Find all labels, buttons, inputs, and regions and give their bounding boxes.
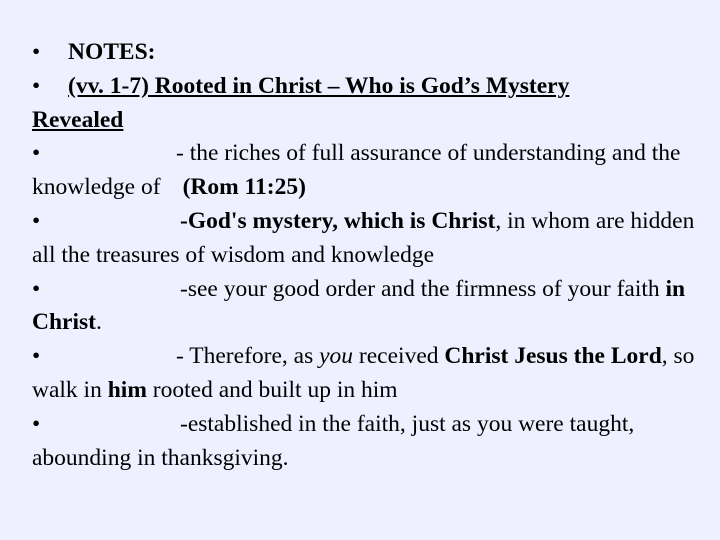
- bullet-therefore: [32, 340, 696, 408]
- mystery-lead: -God's mystery, which is Christ: [180, 207, 496, 234]
- bullet-dot: •: [32, 275, 41, 302]
- mystery-text: , in whom are hidden all the treasures of wisdom and knowledge: [32, 207, 695, 268]
- bullet-mystery: [32, 205, 696, 273]
- bullet-dot: •: [32, 343, 41, 370]
- bullet-list: [32, 36, 696, 475]
- section-title-line2: Revealed: [32, 106, 124, 133]
- in-christ-bold: in Christ: [32, 275, 686, 336]
- therefore-text-c: , so walk in: [32, 343, 695, 403]
- bullet-title: [32, 70, 696, 138]
- good-order-end: .: [95, 309, 102, 336]
- good-order-text: -see your good order and the firmness of your faith: [180, 275, 666, 302]
- section-title-line1: (vv. 1-7) Rooted in Christ – Who is God’s Mystery: [68, 72, 570, 99]
- bullet-notes: [32, 36, 696, 70]
- bullet-dot: •: [32, 140, 41, 167]
- therefore-text-d: rooted and built up in him: [146, 376, 398, 403]
- bullet-established: [32, 408, 696, 476]
- riches-text: - the riches of full assurance of understanding and the knowledge of: [32, 140, 681, 201]
- bullet-dot: •: [32, 39, 41, 65]
- rom-reference: (Rom 11:25): [182, 174, 306, 201]
- bullet-good-order: [32, 273, 696, 341]
- you-italic: you: [319, 343, 354, 370]
- bullet-dot: •: [32, 72, 41, 99]
- bullet-dot: •: [32, 410, 41, 437]
- christ-jesus-lord-bold: Christ Jesus the Lord: [444, 343, 662, 370]
- therefore-text-a: - Therefore, as: [176, 343, 320, 370]
- him-bold: him: [107, 376, 147, 403]
- notes-heading: NOTES:: [68, 39, 156, 65]
- bullet-riches: [32, 137, 696, 205]
- established-text: -established in the faith, just as you were taught, abounding in thanksgiving.: [32, 410, 635, 471]
- bullet-dot: •: [32, 207, 41, 234]
- therefore-text-b: received: [353, 343, 445, 370]
